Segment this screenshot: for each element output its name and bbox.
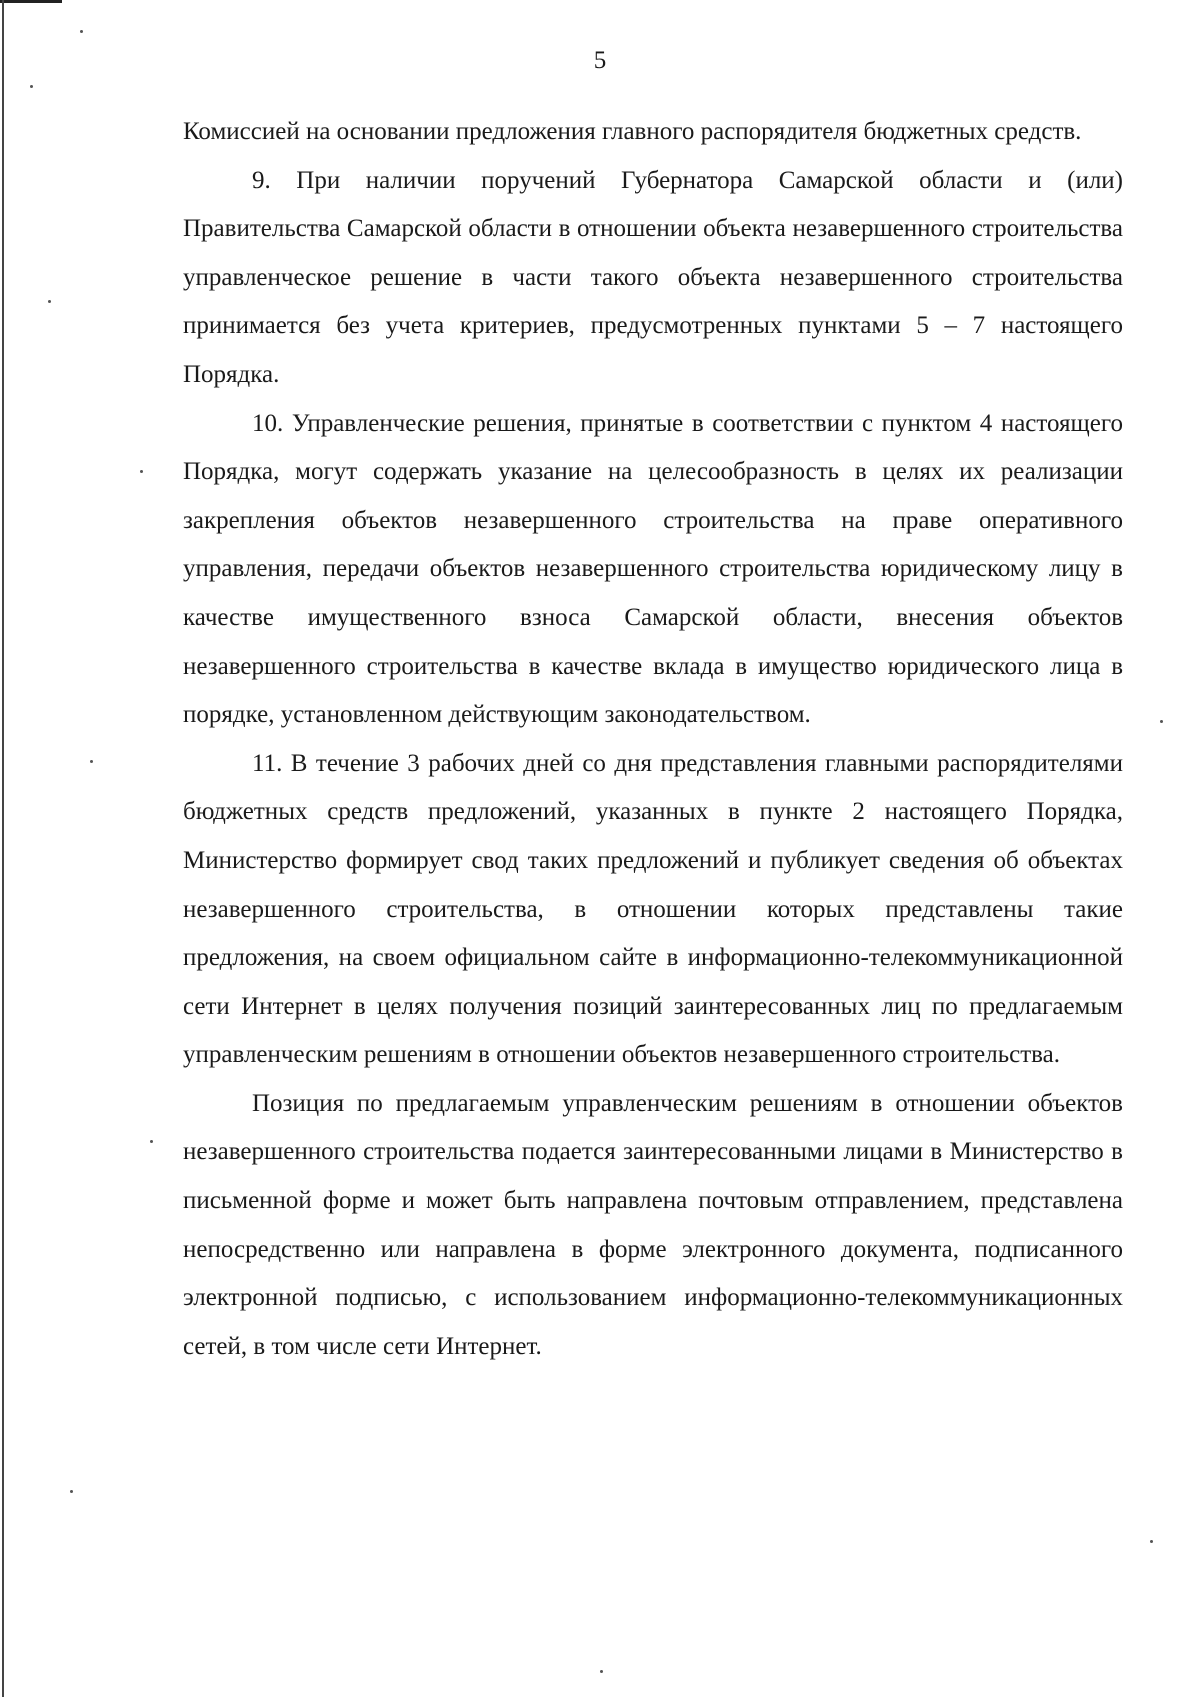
paragraph-continuation: Комиссией на основании предложения главного распорядителя бюджетных средств. (183, 118, 1082, 145)
scan-speck (80, 30, 83, 33)
scan-speck (90, 760, 93, 763)
scan-speck (1150, 1540, 1153, 1543)
scan-edge-left (2, 0, 4, 1697)
paragraph-item-9: 9. При наличии поручений Губернатора Самарской области и (или) Правительства Самарской области в отношении объекта незавершенного строительства управленческое решение в части такого объекта незавершенного строительства принимается без учета критериев, предусмотренных пунктами 5 – 7 настоящего Порядка. (183, 166, 1123, 388)
document-body (183, 108, 1123, 1371)
scan-speck (48, 300, 51, 303)
scan-speck (140, 470, 143, 473)
scan-speck (1160, 720, 1163, 723)
scan-speck (30, 85, 33, 88)
paragraph-item-10: 10. Управленческие решения, принятые в соответствии с пунктом 4 настоящего Порядка, могут содержать указание на целесообразность в целях их реализации закрепления объектов незавершенного строительства на праве оперативного управления, передачи объектов незавершенного строительства юридическому лицу в качестве имущественного взноса Самарской области, внесения объектов незавершенного строительства в качестве вклада в имущество юридического лица в порядке, установленном действующим законодательством. (183, 409, 1123, 729)
scan-speck (70, 1490, 73, 1493)
scan-speck (600, 1670, 603, 1673)
page-number: 5 (593, 47, 607, 74)
paragraph-item-11: 11. В течение 3 рабочих дней со дня представления главными распорядителями бюджетных средств предложений, указанных в пункте 2 настоящего Порядка, Министерство формирует свод таких предложений и публикует сведения об объектах незавершенного строительства, в отношении которых представлены такие предложения, на своем официальном сайте в информационно-телекоммуникационной сети Интернет в целях получения позиций заинтересованных лиц по предлагаемым управленческим решениям в отношении объектов незавершенного строительства. (183, 749, 1123, 1069)
paragraph-position: Позиция по предлагаемым управленческим решениям в отношении объектов незавершенного строительства подается заинтересованными лицами в Министерство в письменной форме и может быть направлена почтовым отправлением, представлена непосредственно или направлена в форме электронного документа, подписанного электронной подписью, с использованием информационно-телекоммуникационных сетей, в том числе сети Интернет. (183, 1089, 1123, 1360)
scan-edge-top (0, 0, 62, 3)
scan-speck (150, 1140, 153, 1143)
